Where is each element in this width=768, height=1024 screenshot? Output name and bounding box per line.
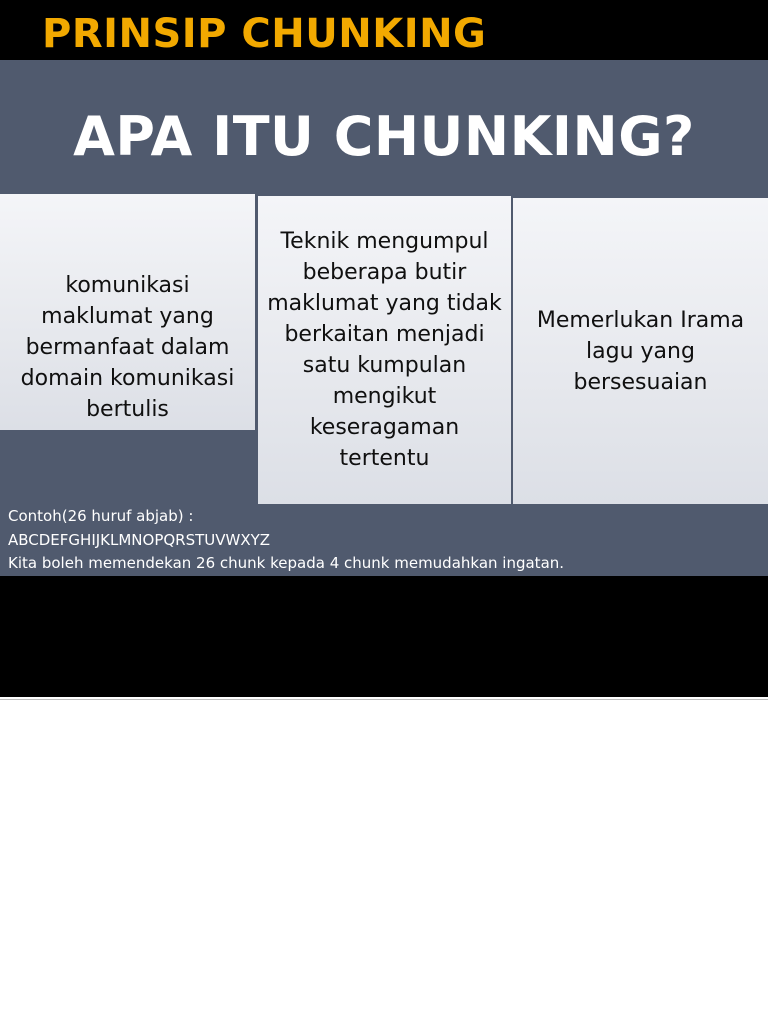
page-separator xyxy=(0,699,768,700)
slide-title: PRINSIP CHUNKING xyxy=(42,11,487,57)
info-box-3 xyxy=(513,198,768,504)
example-line-3: Kita boleh memendekan 26 chunk kepada 4 chunk memudahkan ingatan. xyxy=(8,554,565,572)
example-line-1: Contoh(26 huruf abjab) : xyxy=(8,507,194,525)
info-box-2-text: Teknik mengumpul beberapa butir maklumat yang tidak berkaitan menjadi satu kumpulan mengikut keseragaman tertentu xyxy=(267,229,502,471)
info-box-2 xyxy=(258,196,511,504)
slide-heading: APA ITU CHUNKING? xyxy=(73,105,695,168)
example-line-2: ABCDEFGHIJKLMNOPQRSTUVWXYZ xyxy=(8,531,271,549)
info-box-1-text: komunikasi maklumat yang bermanfaat dalam domain komunikasi bertulis xyxy=(20,272,235,422)
info-box-3-text: Memerlukan Irama lagu yang bersesuaian xyxy=(536,307,745,395)
info-box-1 xyxy=(0,194,255,430)
